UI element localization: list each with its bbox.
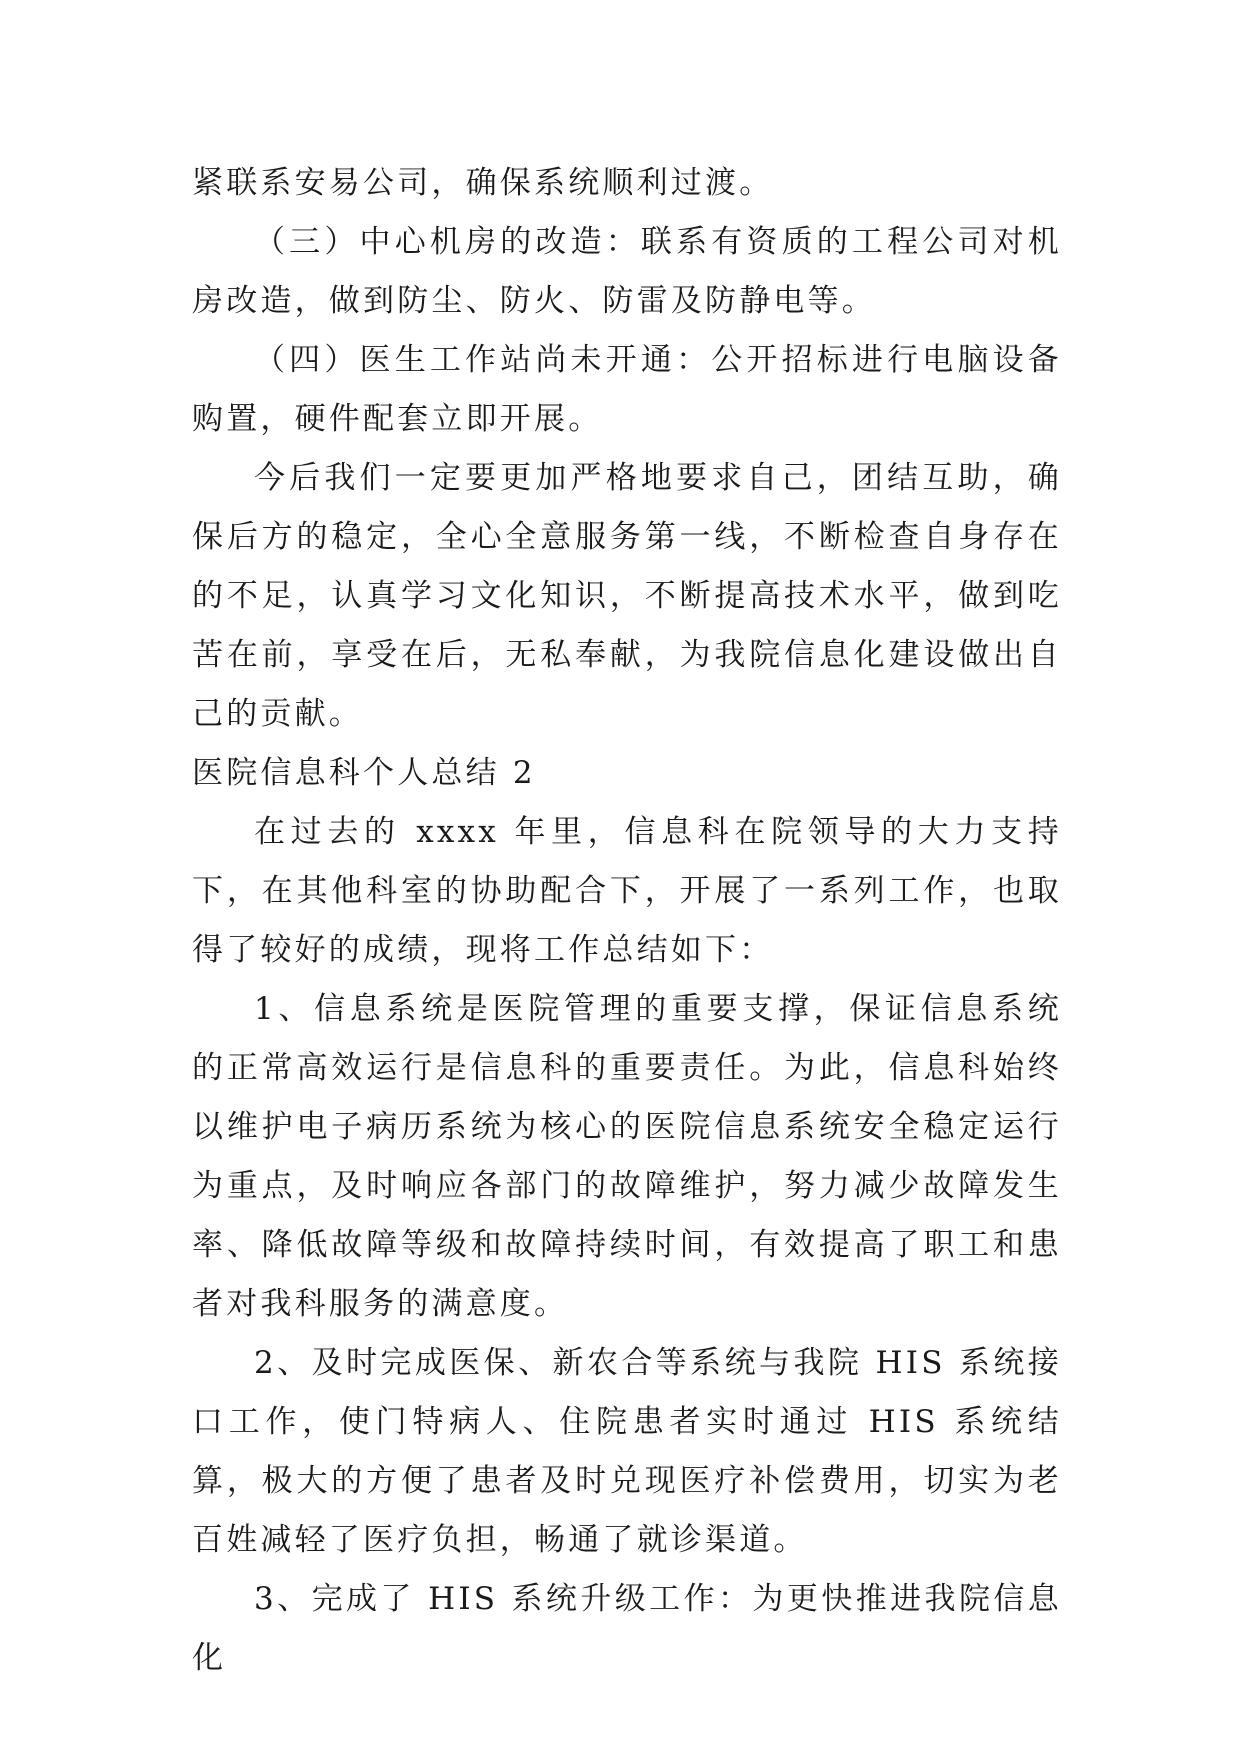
paragraph-item-1: 1、信息系统是医院管理的重要支撑，保证信息系统的正常高效运行是信息科的重要责任。为此，信息科始终以维护电子病历系统为核心的医院信息系统安全稳定运行为重点，及时响应各部门的故障维护，努力减少故障发生率、降低故障等级和故障持续时间，有效提高了职工和患者对我科服务的满意度。 <box>192 991 1062 1322</box>
paragraph-item-2: 2、及时完成医保、新农合等系统与我院 HIS 系统接口工作，使门特病人、住院患者实时通过 HIS 系统结算，极大的方便了患者及时兑现医疗补偿费用，切实为老百姓减轻了医疗负担，畅通了就诊渠道。 <box>192 1345 1062 1558</box>
paragraph-future-commitment: 今后我们一定要更加严格地要求自己，团结互助，确保后方的稳定，全心全意服务第一线，不断检查自身存在的不足，认真学习文化知识，不断提高技术水平，做到吃苦在前，享受在后，无私奉献，为我院信息化建设做出自己的贡献。 <box>192 460 1062 732</box>
paragraph-continuation: 紧联系安易公司，确保系统顺利过渡。 <box>192 165 774 201</box>
paragraph-item-3: 3、完成了 HIS 系统升级工作：为更快推进我院信息化 <box>192 1581 1062 1676</box>
paragraph-intro: 在过去的 xxxx 年里，信息科在院领导的大力支持下，在其他科室的协助配合下，开展了一系列工作，也取得了较好的成绩，现将工作总结如下： <box>192 814 1062 968</box>
paragraph-doctor-workstation: （四）医生工作站尚未开通：公开招标进行电脑设备购置，硬件配套立即开展。 <box>192 342 1062 437</box>
paragraph-server-room: （三）中心机房的改造：联系有资质的工程公司对机房改造，做到防尘、防火、防雷及防静电等。 <box>192 224 1062 319</box>
document-body <box>192 154 1062 1688</box>
section-title: 医院信息科个人总结 2 <box>192 755 536 791</box>
